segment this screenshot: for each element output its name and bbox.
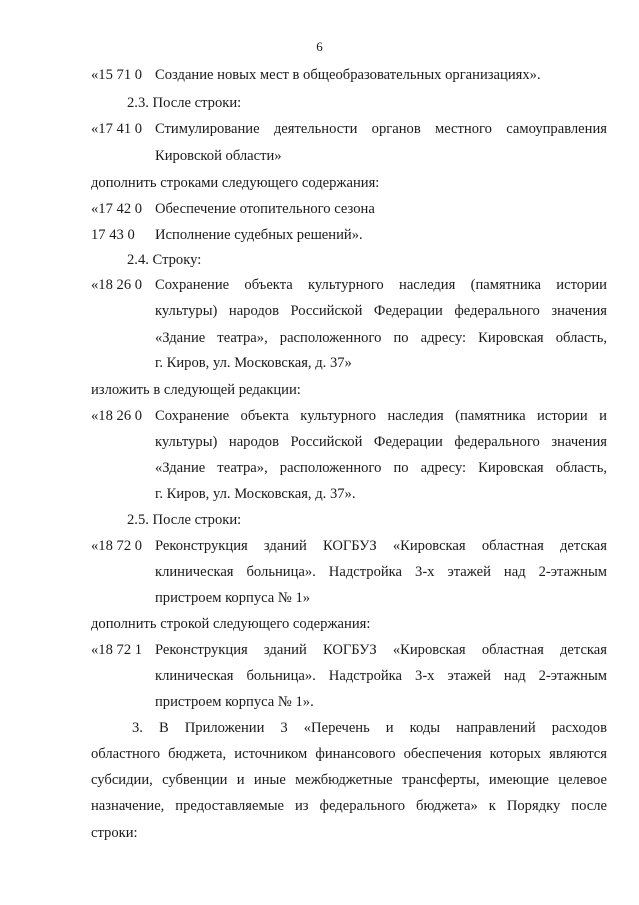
entry-code: «17 41 0 [91, 121, 143, 137]
paragraph-line: 3. В Приложении 3 «Перечень и коды направлений расходов [132, 720, 607, 736]
entry-text-line: Обеспечение отопительного сезона [155, 201, 375, 217]
entry-text-line: Кировской области» [155, 148, 282, 164]
body-text-line: дополнить строками следующего содержания: [91, 175, 380, 191]
entry-text-line: «Здание театра», расположенного по адресу: Кировская область, [155, 460, 607, 476]
entry-code: «18 72 0 [91, 538, 143, 554]
paragraph-line: назначение, предоставляемые из федерального бюджета» к Порядку после [91, 798, 607, 814]
entry-text-line: пристроем корпуса № 1» [155, 590, 311, 606]
paragraph-line: строки: [91, 825, 138, 841]
entry-text-line: г. Киров, ул. Московская, д. 37» [155, 355, 352, 371]
section-heading: 2.3. После строки: [127, 95, 242, 111]
entry-text-line: Создание новых мест в общеобразовательных организациях». [155, 67, 541, 83]
entry-text-line: Реконструкция зданий КОГБУЗ «Кировская областная детская [155, 642, 607, 658]
body-text-line: дополнить строкой следующего содержания: [91, 616, 371, 632]
entry-text-line: клиническая больница». Надстройка 3-х этажей над 2-этажным [155, 564, 607, 580]
page-number: 6 [316, 39, 323, 54]
entry-code: «17 42 0 [91, 201, 143, 217]
entry-text-line: Сохранение объекта культурного наследия (памятника истории [155, 277, 607, 293]
section-heading: 2.5. После строки: [127, 512, 242, 528]
entry-text-line: культуры) народов Российской Федерации федерального значения [155, 434, 607, 450]
entry-text-line: «Здание театра», расположенного по адресу: Кировская область, [155, 330, 607, 346]
entry-code: «15 71 0 [91, 67, 143, 83]
entry-text-line: Реконструкция зданий КОГБУЗ «Кировская областная детская [155, 538, 607, 554]
body-text-line: изложить в следующей редакции: [91, 382, 301, 398]
paragraph-line: областного бюджета, источником финансового обеспечения которых являются [91, 746, 607, 762]
entry-text-line: г. Киров, ул. Московская, д. 37». [155, 486, 356, 502]
entry-text-line: клиническая больница». Надстройка 3-х этажей над 2-этажным [155, 668, 607, 684]
entry-code: 17 43 0 [91, 227, 135, 243]
entry-code: «18 72 1 [91, 642, 143, 658]
entry-text-line: Стимулирование деятельности органов местного самоуправления [155, 121, 607, 137]
entry-text-line: культуры) народов Российской Федерации федерального значения [155, 303, 607, 319]
section-heading: 2.4. Строку: [127, 252, 202, 268]
entry-code: «18 26 0 [91, 408, 143, 424]
entry-text-line: Сохранение объекта культурного наследия (памятника истории и [155, 408, 607, 424]
entry-text-line: пристроем корпуса № 1». [155, 694, 314, 710]
paragraph-line: субсидии, субвенции и иные межбюджетные трансферты, имеющие целевое [91, 772, 607, 788]
entry-code: «18 26 0 [91, 277, 143, 293]
entry-text-line: Исполнение судебных решений». [155, 227, 363, 243]
